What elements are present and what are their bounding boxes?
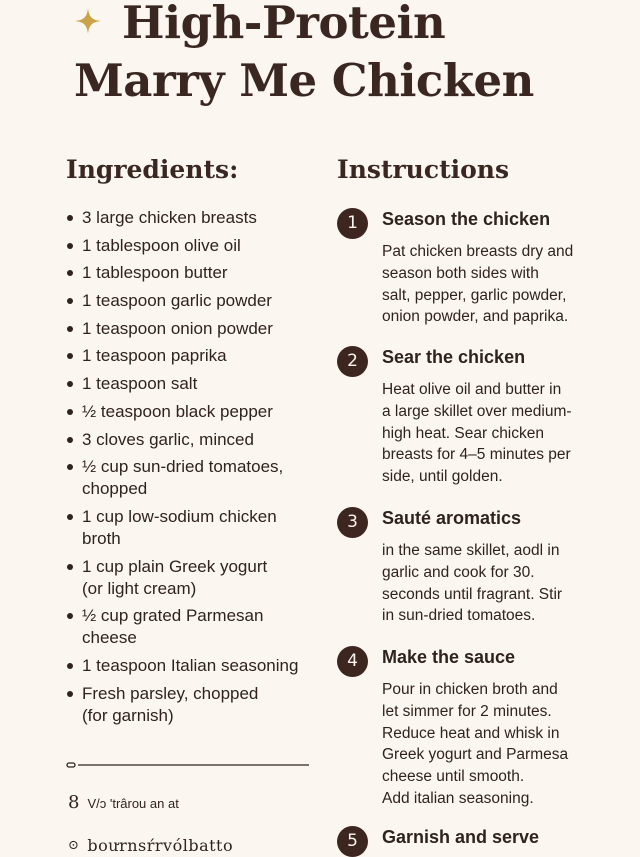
step-description-line: Heat olive oil and butter in	[382, 381, 562, 398]
ingredient-text: ½ cup sun-dried tomatoes,	[82, 457, 284, 477]
step-description-line: seconds until fragrant. Stir	[382, 585, 563, 603]
ingredient-text: 1 teaspoon salt	[82, 374, 198, 394]
ingredient-item	[66, 401, 326, 423]
ingredient-text: 1 cup low-sodium chicken	[82, 506, 277, 526]
ingredient-text: 1 teaspoon onion powder	[82, 318, 273, 338]
step-description-line: let simmer for 2 minutes.	[382, 702, 552, 720]
ingredient-text: ½ cup grated Parmesan	[82, 606, 264, 626]
page-title	[74, 0, 634, 110]
ingredient-item	[66, 207, 326, 229]
step-description-line: season both sides with	[382, 264, 539, 282]
step-description	[382, 379, 596, 488]
step-description-line: Pour in chicken broth and	[382, 681, 558, 698]
title-line-1: High-Protein	[122, 0, 446, 49]
step-description	[382, 241, 596, 328]
footer-circle-icon: ⊙	[68, 837, 80, 853]
footer-figure-icon: 8	[68, 792, 80, 813]
step-number-badge: 5	[337, 826, 368, 857]
step-description	[382, 540, 596, 627]
ingredient-item	[66, 683, 326, 727]
ingredient-text: 1 teaspoon Italian seasoning	[82, 655, 299, 675]
step-number-badge: 2	[337, 346, 368, 377]
ingredient-text: 1 tablespoon butter	[82, 263, 228, 283]
step-description-line: Add italian seasoning.	[382, 789, 534, 807]
ingredient-item	[66, 456, 326, 500]
step-number-badge: 1	[337, 208, 368, 239]
divider-line	[66, 760, 309, 770]
step-description-line: a large skillet over medium-	[382, 402, 572, 420]
ingredient-text: Fresh parsley, chopped	[82, 683, 259, 703]
step-description-line: breasts for 4–5 minutes per	[382, 446, 571, 464]
step-description-line: garlic and cook for 30.	[382, 563, 535, 581]
step-description-line: in sun-dried tomatoes.	[382, 607, 536, 625]
ingredient-text: ½ teaspoon black pepper	[82, 401, 273, 421]
step-title: Season the chicken	[382, 209, 551, 229]
step-description-line: side, until golden.	[382, 468, 503, 486]
step-description-line: high heat. Sear chicken	[382, 424, 544, 442]
ingredient-item	[66, 318, 326, 340]
ingredient-item	[66, 262, 326, 284]
ingredient-text: 3 cloves garlic, minced	[82, 429, 254, 449]
instructions-heading: Instructions	[337, 155, 510, 184]
step-description-line: Pat chicken breasts dry and	[382, 243, 574, 260]
ingredient-text: cheese	[82, 628, 137, 648]
step-title: Sear the chicken	[382, 347, 526, 367]
step-description-line: in the same skillet, aodl in	[382, 542, 560, 559]
ingredient-item	[66, 506, 326, 550]
ingredient-text: 1 cup plain Greek yogurt	[82, 556, 268, 576]
ingredient-item	[66, 605, 326, 649]
step-description-line: Greek yogurt and Parmesa	[382, 746, 569, 764]
ingredient-item	[66, 373, 326, 395]
step-title: Sauté aromatics	[382, 508, 522, 528]
ingredients-heading: Ingredients:	[66, 155, 239, 184]
footer-row-2-text: boưrnsŕrvólbatto	[87, 836, 234, 855]
ingredient-item	[66, 655, 326, 677]
ingredient-item	[66, 345, 326, 367]
ingredient-item	[66, 429, 326, 451]
title-line-2: Marry Me Chicken	[74, 54, 534, 107]
step-number-badge: 4	[337, 646, 368, 677]
ingredient-text: broth	[82, 528, 121, 548]
footer-row-1	[68, 794, 179, 812]
ingredient-text: (or light cream)	[82, 578, 197, 598]
step-title: Garnish and serve	[382, 827, 540, 847]
ingredient-item	[66, 290, 326, 312]
ingredients-list	[66, 207, 326, 732]
ingredient-text: 3 large chicken breasts	[82, 208, 257, 227]
ingredient-text: (for garnish)	[82, 705, 174, 725]
ingredient-item	[66, 556, 326, 600]
step-title: Make the sauce	[382, 647, 516, 667]
ingredient-text: 1 teaspoon garlic powder	[82, 291, 272, 311]
step-description-line: onion powder, and paprika.	[382, 308, 569, 326]
step-number-badge: 3	[337, 507, 368, 538]
ingredient-text: 1 tablespoon olive oil	[82, 235, 241, 255]
step-description-line: Reduce heat and whisk in	[382, 724, 560, 742]
ingredient-item	[66, 235, 326, 257]
footer-row-2	[68, 836, 233, 855]
step-description-line: cheese until smooth.	[382, 768, 525, 786]
step-description	[382, 679, 596, 810]
ingredient-text: 1 teaspoon paprika	[82, 346, 227, 366]
footer-row-1-text: V/ɔ 'trârou an at	[87, 795, 179, 811]
step-description-line: salt, pepper, garlic powder,	[382, 286, 567, 304]
ingredient-text: chopped	[82, 479, 148, 499]
